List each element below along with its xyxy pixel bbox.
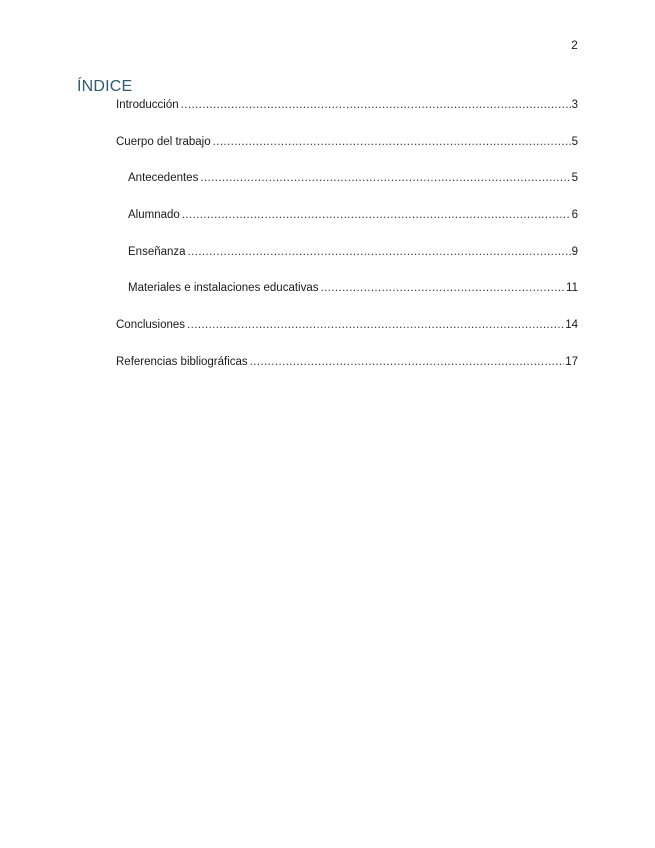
dot-leader	[250, 356, 565, 368]
toc-entry-title: Cuerpo del trabajo	[116, 135, 211, 148]
toc-entry-alumnado[interactable]	[116, 209, 578, 246]
toc-entry-materiales-e-instalaciones[interactable]	[116, 282, 578, 319]
page-number: 2	[571, 38, 578, 52]
toc-entry-page: 17	[565, 355, 578, 368]
toc-entry-introduccion[interactable]	[116, 99, 578, 136]
toc-entry-title: Alumnado	[128, 209, 180, 222]
table-of-contents	[116, 99, 578, 393]
toc-entry-title: Antecedentes	[128, 172, 199, 185]
toc-entry-title: Referencias bibliográficas	[116, 355, 248, 368]
toc-entry-page: 6	[571, 209, 578, 222]
toc-entry-title: Materiales e instalaciones educativas	[128, 282, 319, 295]
dot-leader	[321, 282, 566, 294]
toc-entry-title: Enseñanza	[128, 245, 186, 258]
toc-entry-referencias-bibliograficas[interactable]	[116, 356, 578, 393]
toc-entry-cuerpo-del-trabajo[interactable]	[116, 136, 578, 173]
toc-entry-page: 11	[566, 282, 578, 295]
toc-entry-page: 3	[571, 99, 578, 111]
dot-leader	[200, 172, 570, 184]
toc-entry-conclusiones[interactable]	[116, 319, 578, 356]
toc-entry-page: 9	[571, 245, 578, 258]
toc-entry-title: Introducción	[116, 99, 179, 111]
dot-leader	[213, 136, 571, 148]
toc-entry-page: 14	[565, 319, 578, 332]
dot-leader	[187, 319, 564, 331]
toc-entry-antecedentes[interactable]	[116, 172, 578, 209]
toc-heading: ÍNDICE	[77, 78, 133, 95]
dot-leader	[182, 209, 571, 221]
toc-entry-page: 5	[571, 135, 578, 148]
dot-leader	[188, 246, 571, 258]
toc-entry-title: Conclusiones	[116, 319, 186, 332]
toc-entry-ensenanza[interactable]	[116, 246, 578, 283]
dot-leader	[181, 99, 571, 111]
toc-entry-page: 5	[571, 172, 578, 185]
